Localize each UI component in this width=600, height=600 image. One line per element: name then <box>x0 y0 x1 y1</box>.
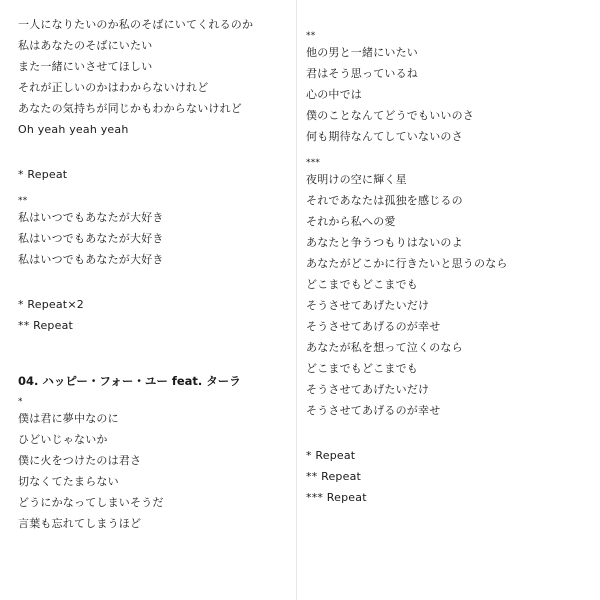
lyric-line: どうにかなってしまいそうだ <box>18 496 164 509</box>
lyric-line: どこまでもどこまでも <box>306 362 418 375</box>
lyric-line: 夜明けの空に輝く星 <box>306 173 407 186</box>
lyric-line: Oh yeah yeah yeah <box>18 123 129 136</box>
lyric-line: 僕に火をつけたのは君さ <box>18 454 142 467</box>
repeat-instruction: *** Repeat <box>306 491 367 504</box>
section-marker: ** <box>18 196 28 206</box>
lyric-line: 何も期待なんてしていないのさ <box>306 130 463 143</box>
repeat-instruction: * Repeat <box>18 168 68 181</box>
lyric-line: 切なくてたまらない <box>18 475 119 488</box>
lyric-line: 君はそう思っているね <box>306 67 418 80</box>
lyric-line: 僕のことなんてどうでもいいのさ <box>306 109 474 122</box>
lyric-line: それが正しいのかはわからないけれど <box>18 81 209 94</box>
song-title: 04. ハッピー・フォー・ユー feat. ターラ <box>18 374 241 388</box>
repeat-instruction: ** Repeat <box>306 470 362 483</box>
lyric-line: あなたが私を想って泣くのなら <box>306 341 463 354</box>
lyric-line: 心の中では <box>306 88 362 101</box>
section-marker: *** <box>306 158 321 168</box>
lyric-line: 一人になりたいのか私のそばにいてくれるのか <box>18 18 254 31</box>
lyric-line: あなたと争うつもりはないのよ <box>306 236 463 249</box>
repeat-instruction: * Repeat <box>306 449 356 462</box>
lyric-line: あなたがどこかに行きたいと思うのなら <box>306 257 508 270</box>
lyric-line: 私はあなたのそばにいたい <box>18 39 153 52</box>
lyric-line: 言葉も忘れてしまうほど <box>18 517 142 530</box>
lyric-line: あなたの気持ちが同じかもわからないけれど <box>18 102 242 115</box>
repeat-instruction: ** Repeat <box>18 319 74 332</box>
left-column <box>18 14 280 534</box>
section-marker: ** <box>306 31 316 41</box>
lyric-line: そうさせてあげるのが幸せ <box>306 320 441 333</box>
lyric-line: そうさせてあげたいだけ <box>306 383 430 396</box>
lyric-line: 私はいつでもあなたが大好き <box>18 211 164 224</box>
lyric-line: そうさせてあげるのが幸せ <box>306 404 441 417</box>
center-fold <box>296 0 297 600</box>
right-column <box>306 30 586 508</box>
lyric-line: どこまでもどこまでも <box>306 278 418 291</box>
repeat-instruction: * Repeat×2 <box>18 298 84 311</box>
lyric-line: また一緒にいさせてほしい <box>18 60 153 73</box>
lyric-line: 私はいつでもあなたが大好き <box>18 232 164 245</box>
lyric-line: 他の男と一緒にいたい <box>306 46 418 59</box>
lyric-line: それであなたは孤独を感じるの <box>306 194 463 207</box>
lyric-line: それから私への愛 <box>306 215 396 228</box>
lyric-line: ひどいじゃないか <box>18 433 108 446</box>
lyric-line: 私はいつでもあなたが大好き <box>18 253 164 266</box>
lyric-line: 僕は君に夢中なのに <box>18 412 119 425</box>
lyric-line: そうさせてあげたいだけ <box>306 299 430 312</box>
section-marker: * <box>18 397 23 407</box>
